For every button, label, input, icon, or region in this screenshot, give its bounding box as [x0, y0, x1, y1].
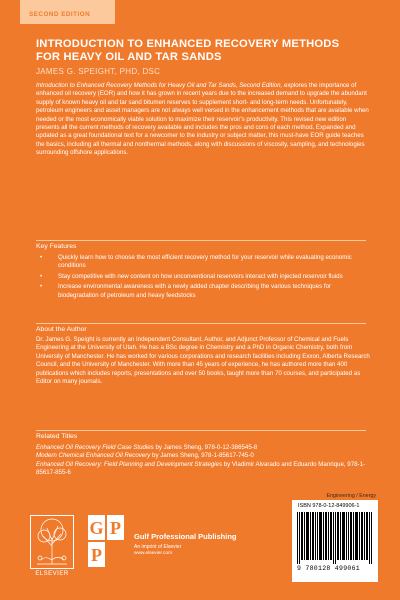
list-item: • Stay competitive with new content on how unconventional reservoirs interact with injected reservoir fluids — [36, 273, 371, 281]
elsevier-label: ELSEVIER — [35, 571, 69, 577]
related-title: Enhanced Oil Recovery: Field Planning and Development Strategies — [36, 460, 223, 468]
book-title: INTRODUCTION TO ENHANCED RECOVERY METHODS FOR HEAVY OIL AND TAR SANDS — [36, 38, 340, 63]
related-item — [36, 461, 376, 478]
category-label: Engineering / Energy — [326, 493, 376, 499]
related-title: Enhanced Oil Recovery Field Case Studies — [36, 444, 154, 451]
related-item — [36, 444, 376, 452]
related-heading: Related Titles — [36, 433, 78, 440]
divider — [36, 240, 366, 241]
barcode-number: 9 780128 499061 — [297, 565, 361, 572]
related-item — [36, 452, 376, 460]
divider — [36, 323, 366, 324]
gpp-p-block: P — [107, 515, 124, 540]
publisher-url: www.elsevier.com — [134, 551, 173, 556]
edition-tab — [20, 0, 115, 24]
related-list — [36, 444, 376, 478]
author-name: JAMES G. SPEIGHT, PHD, DSC — [36, 67, 161, 76]
about-heading: About the Author — [36, 326, 87, 333]
elsevier-logo — [30, 515, 74, 569]
about-text: Dr. James G. Speight is currently an Independent Consultant, Author, and Adjunct Professor of Chemical and Fuels Engineering at the University of Utah. He has a BSc degree in Chemistry and a PhD in Organic Chemistry, both from University of Manchester. He has worked for various corporations and research facilities including Exxon, Alberta Research Council, and the University of Manchester. With more than 45 years of experience, he has authored more than 400 publications which includes reports, presentations and over 50 books, taught more than 70 courses, and participated as Editor on many journals. — [36, 336, 370, 386]
key-features-heading: Key Features — [36, 243, 77, 250]
publisher-imprint: An imprint of Elsevier — [134, 544, 182, 550]
gpp-logo — [88, 515, 126, 571]
list-item: • Increase environmental awareness with a newly added chapter describing the various techniques for biodegradation of petroleum and heavy feedstocks — [36, 283, 371, 300]
tree-icon — [31, 516, 73, 568]
related-info: by James Sheng, 978-0-12-386545-8 — [153, 444, 258, 451]
list-item: • Quickly learn how to choose the most efficient recovery method for your reservoir while evaluating economic conditions — [36, 254, 371, 271]
publisher-name: Gulf Professional Publishing — [134, 532, 237, 541]
key-features-list — [36, 254, 371, 302]
related-info: by James Sheng, 978-1-85617-745-0 — [150, 452, 254, 460]
intro-book-title: Introduction to Enhanced Recovery Methods for Heavy Oil and Tar Sands, Second Edition, — [36, 82, 283, 89]
isbn-label: ISBN 978-0-12-849906-1 — [298, 503, 360, 509]
related-title: Modern Chemical Enhanced Oil Recovery — [36, 452, 151, 460]
barcode-icon — [297, 512, 373, 564]
intro-text: explores the importance of enhanced oil recovery (EOR) and how it has grown in recent years due to the increased demand to upgrade the abundant supply of known heavy oil and tar sand bitumen reserves to supplement short- and long-term needs. Unfortunately, petroleum engineers and asset managers are not always well versed in the enhancement methods that are available when needed or the most economically viable solution to maximize their reservoir's productivity. This revised new edition presents all the current methods of recovery available and includes the pros and cons of each method. Expanded and updated as a great foundational text for a newcomer to the industry or subject matter, this must-have EOR guide teaches the basics, including all thermal and nonthermal methods, along with discussions of viscosity, sampling, and technologies surrounding offshore applications. — [36, 82, 369, 157]
related-info: by Vladimir Alvarado and Eduardo Manrique, 978-1-85617-855-6 — [36, 460, 366, 477]
edition-label: SECOND EDITION — [29, 11, 91, 18]
divider — [36, 430, 366, 431]
gpp-g-block: G — [88, 515, 105, 540]
gpp-p2-block: P — [88, 542, 105, 567]
intro-paragraph — [36, 82, 371, 158]
